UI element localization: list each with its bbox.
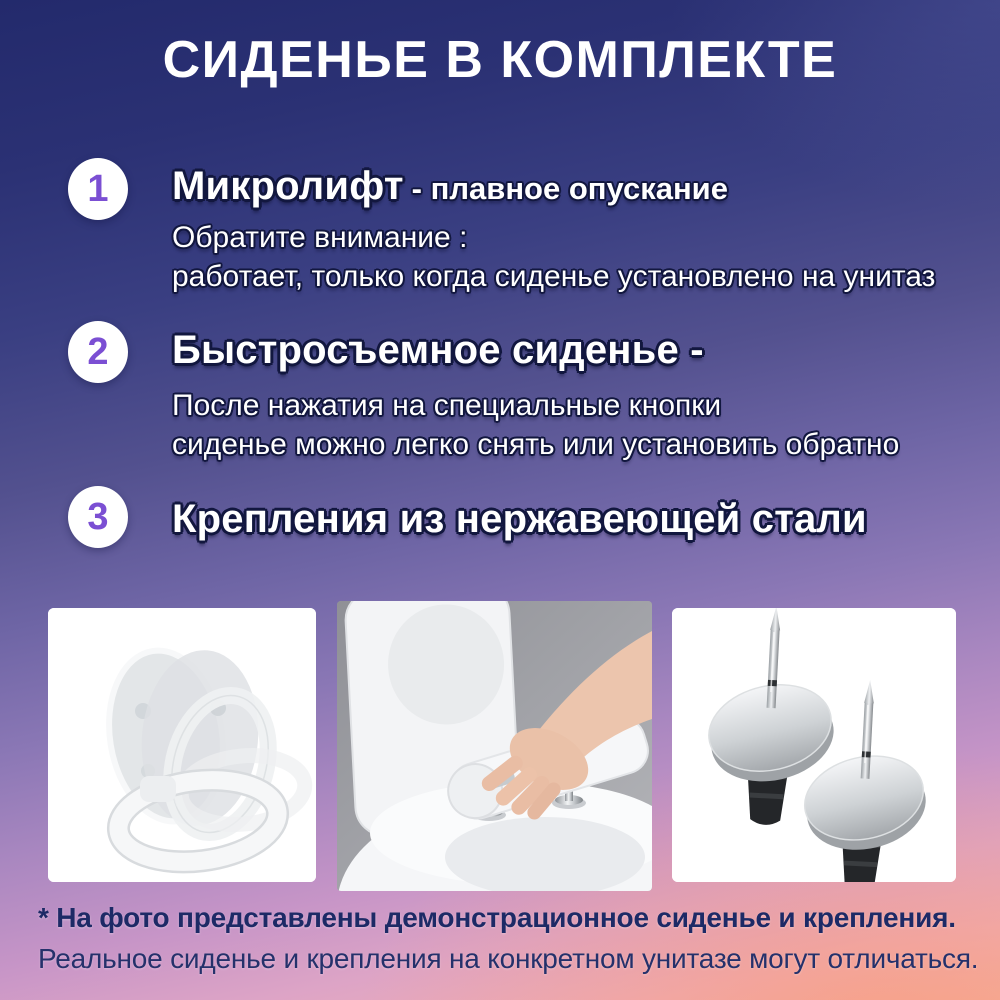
footnote-line-1: * На фото представлены демонстрационное сиденье и крепления.: [38, 902, 956, 933]
seat-soft-close-illustration: [48, 608, 316, 882]
steel-fasteners-illustration: [672, 608, 956, 882]
item-3-number: 3: [87, 495, 109, 538]
page-title: СИДЕНЬЕ В КОМПЛЕКТЕ: [162, 31, 838, 89]
item-3-heading-main: Крепления из нержавеющей стали: [172, 497, 867, 541]
footnote: [38, 902, 978, 975]
item-2-note-line-2: сиденье можно легко снять или установить обратно: [172, 428, 900, 461]
item-1-number: 1: [87, 167, 109, 210]
item-1-number-badge: [68, 158, 128, 220]
item-2-heading: [172, 328, 899, 373]
item-3-heading: [172, 497, 867, 542]
item-1-heading-suffix: - плавное опускание: [411, 171, 728, 206]
item-1-note-line-2: работает, только когда сиденье установлено на унитаз: [172, 260, 936, 293]
item-2-content: [172, 328, 899, 463]
item-1-heading-main: Микролифт: [172, 164, 404, 208]
seat-removal-illustration: [337, 601, 652, 891]
item-2-number-badge: [68, 321, 128, 383]
item-3-content: [172, 497, 867, 542]
item-2-heading-main: Быстросъемное сиденье -: [172, 328, 704, 372]
item-1-content: [172, 164, 935, 295]
item-2-number: 2: [87, 330, 109, 373]
item-2-note-line-1: После нажатия на специальные кнопки: [172, 389, 722, 422]
seat-soft-close-photo: [48, 608, 316, 882]
footnote-line-2: Реальное сиденье и крепления на конкретном унитазе могут отличаться.: [38, 943, 979, 974]
seat-quick-release-photo: [337, 601, 652, 891]
item-1-note-line-1: Обратите внимание :: [172, 221, 468, 254]
item-1-heading: [172, 164, 935, 209]
item-3-number-badge: [68, 486, 128, 548]
steel-fasteners-photo: [672, 608, 956, 882]
